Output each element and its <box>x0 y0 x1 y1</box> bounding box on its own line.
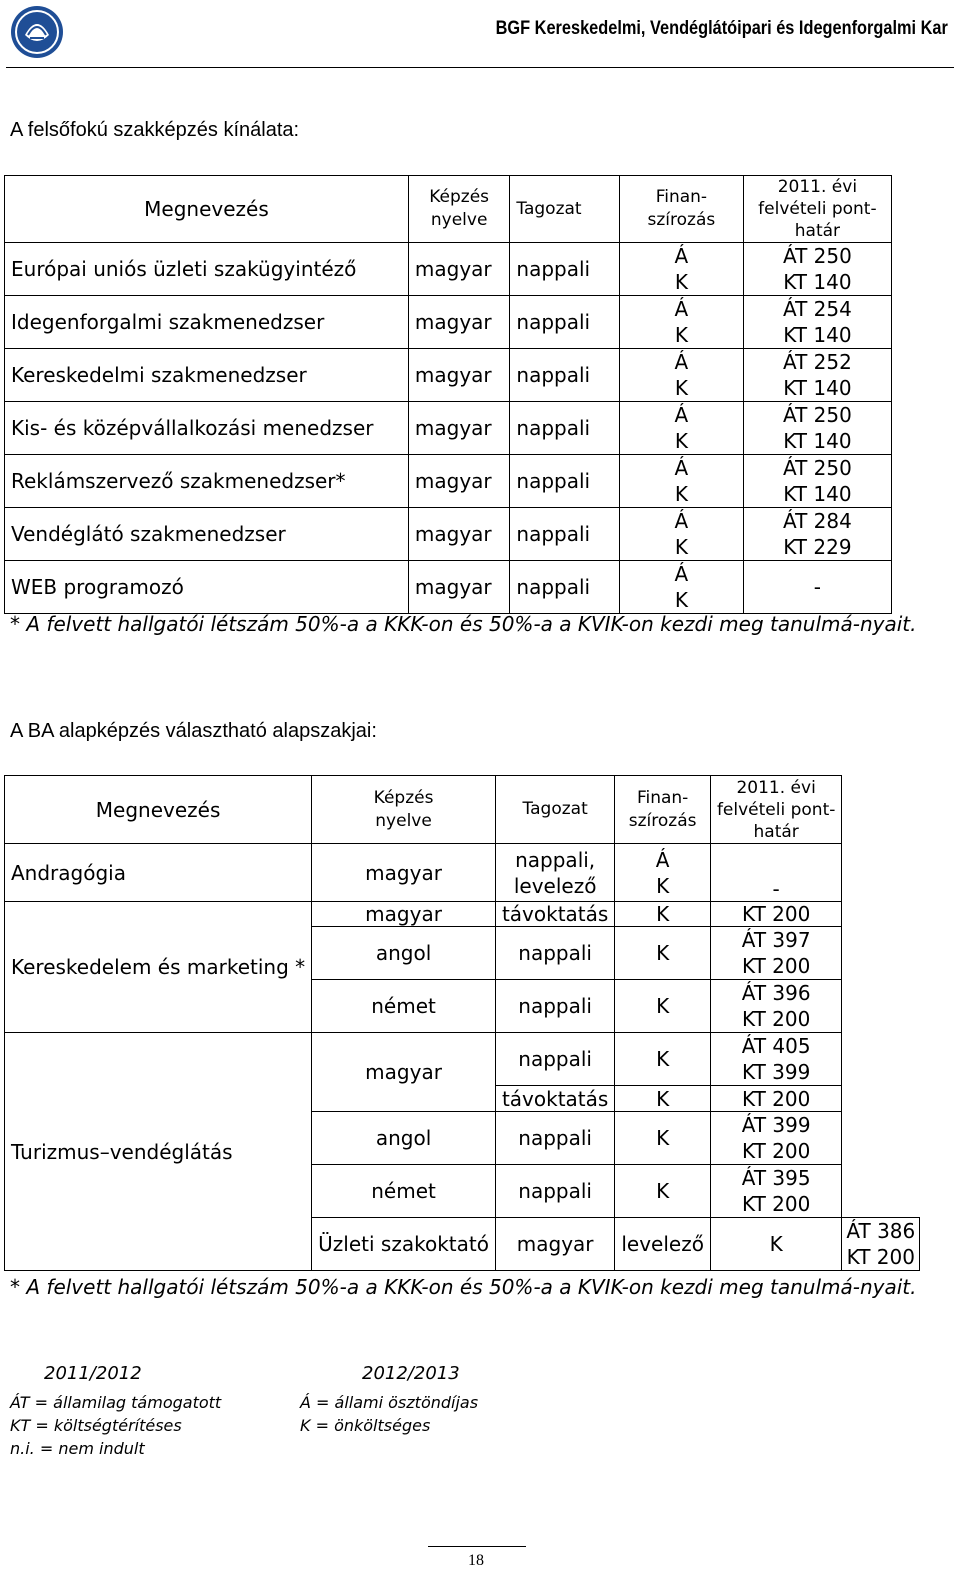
section2-footnote: * A felvett hallgatói létszám 50%-a a KKK-on és 50%-a a KVIK-on kezdi meg tanulmá-nyait. <box>10 1275 917 1299</box>
program-fin: Á K <box>619 508 743 561</box>
program-lang: magyar <box>408 402 509 455</box>
program-fin: K <box>615 902 711 927</box>
program-mode: nappali <box>510 349 620 402</box>
program-fin: K <box>615 927 711 980</box>
program-mode: nappali <box>495 1033 614 1086</box>
table-row <box>5 1033 920 1086</box>
program-mode: nappali <box>495 927 614 980</box>
page-number: 18 <box>468 1552 484 1569</box>
legend-column-1 <box>10 1391 221 1460</box>
program-fin: K <box>615 980 711 1033</box>
program-score: ÁT 254 KT 140 <box>743 296 891 349</box>
program-lang: magyar <box>408 349 509 402</box>
program-score: KT 200 <box>710 1086 841 1112</box>
header-mode: Tagozat <box>510 176 620 243</box>
program-score: ÁT 250 KT 140 <box>743 402 891 455</box>
legend-item: ÁT = államilag támogatott <box>10 1393 222 1412</box>
program-name: Európai uniós üzleti szakügyintéző <box>5 243 409 296</box>
table-row <box>5 844 920 902</box>
header-fin: Finan- szírozás <box>615 776 711 844</box>
header-score: 2011. évi felvételi pont- határ <box>710 776 841 844</box>
program-name: Kis- és középvállalkozási menedzser <box>5 402 409 455</box>
table-header-row <box>5 776 920 844</box>
program-fin: Á K <box>619 243 743 296</box>
program-mode: nappali <box>510 561 620 614</box>
table-header-row <box>5 176 892 243</box>
program-mode: távoktatás <box>495 902 614 927</box>
section1-footnote: * A felvett hallgatói létszám 50%-a a KKK-on és 50%-a a KVIK-on kezdi meg tanulmá-nyait. <box>10 612 917 636</box>
program-score: ÁT 284 KT 229 <box>743 508 891 561</box>
program-lang: magyar <box>495 1218 614 1271</box>
header-score: 2011. évi felvételi pont- határ <box>743 176 891 243</box>
program-lang: angol <box>312 1112 496 1165</box>
program-score: ÁT 252 KT 140 <box>743 349 891 402</box>
program-lang: angol <box>312 927 496 980</box>
program-score: ÁT 250 KT 140 <box>743 455 891 508</box>
program-score: ÁT 250 KT 140 <box>743 243 891 296</box>
program-mode: nappali, levelező <box>495 844 614 902</box>
program-name: Vendéglátó szakmenedzser <box>5 508 409 561</box>
table-row <box>5 561 892 614</box>
program-mode: nappali <box>510 243 620 296</box>
header-title: BGF Kereskedelmi, Vendéglátóipari és Idegenforgalmi Kar <box>495 18 948 39</box>
program-fin: K <box>615 1165 711 1218</box>
legend-item: KT = költségtérítéses <box>10 1416 182 1435</box>
header-name: Megnevezés <box>5 776 312 844</box>
program-fin: Á K <box>619 455 743 508</box>
program-mode: nappali <box>495 1112 614 1165</box>
table-row <box>5 296 892 349</box>
program-name: Idegenforgalmi szakmenedzser <box>5 296 409 349</box>
table-row <box>5 402 892 455</box>
program-name: WEB programozó <box>5 561 409 614</box>
program-fin: K <box>710 1218 841 1271</box>
table-row <box>5 902 920 927</box>
program-score: - <box>710 844 841 902</box>
program-mode: nappali <box>510 402 620 455</box>
program-mode: nappali <box>510 508 620 561</box>
vocational-programs-table <box>4 175 892 614</box>
program-lang: magyar <box>408 508 509 561</box>
legend-year-1: 2011/2012 <box>44 1363 142 1384</box>
program-score: ÁT 396 KT 200 <box>710 980 841 1033</box>
header-divider <box>6 67 954 68</box>
program-score: ÁT 399 KT 200 <box>710 1112 841 1165</box>
section1-title: A felsőfokú szakképzés kínálata: <box>10 119 300 141</box>
program-mode: nappali <box>495 980 614 1033</box>
program-score: - <box>743 561 891 614</box>
program-name: Reklámszervező szakmenedzser* <box>5 455 409 508</box>
program-fin: K <box>615 1033 711 1086</box>
program-mode: nappali <box>495 1165 614 1218</box>
header-name: Megnevezés <box>5 176 409 243</box>
program-score: KT 200 <box>710 902 841 927</box>
program-lang: magyar <box>408 455 509 508</box>
legend-item: n.i. = nem indult <box>10 1439 145 1458</box>
header-lang: Képzés nyelve <box>408 176 509 243</box>
header-lang: Képzés nyelve <box>312 776 496 844</box>
ba-programs-table <box>4 775 920 1271</box>
program-mode: nappali <box>510 296 620 349</box>
program-lang: magyar <box>408 243 509 296</box>
header-mode: Tagozat <box>495 776 614 844</box>
program-score: ÁT 395 KT 200 <box>710 1165 841 1218</box>
program-lang: magyar <box>408 561 509 614</box>
table-row <box>5 349 892 402</box>
program-fin: Á K <box>619 402 743 455</box>
program-score: ÁT 386 KT 200 <box>842 1218 920 1271</box>
program-name: Üzleti szakoktató <box>312 1218 496 1271</box>
program-score: ÁT 405 KT 399 <box>710 1033 841 1086</box>
program-lang: magyar <box>312 1033 496 1112</box>
footer-divider <box>428 1546 526 1547</box>
legend-item: Á = állami ösztöndíjas <box>300 1393 479 1412</box>
table-row <box>5 455 892 508</box>
program-fin: K <box>615 1086 711 1112</box>
table-row <box>5 243 892 296</box>
program-name: Andragógia <box>5 844 312 902</box>
header-fin: Finan- szírozás <box>619 176 743 243</box>
legend-item: K = önköltséges <box>300 1416 431 1435</box>
program-name: Kereskedelem és marketing * <box>5 902 312 1033</box>
table-row <box>5 508 892 561</box>
program-lang: német <box>312 1165 496 1218</box>
program-fin: Á K <box>619 561 743 614</box>
program-mode: levelező <box>615 1218 711 1271</box>
program-mode: nappali <box>510 455 620 508</box>
legend-column-2 <box>300 1391 478 1437</box>
university-crest-icon <box>10 5 64 59</box>
program-fin: Á K <box>619 349 743 402</box>
program-fin: Á K <box>619 296 743 349</box>
program-mode: távoktatás <box>495 1086 614 1112</box>
legend-year-2: 2012/2013 <box>362 1363 460 1384</box>
program-lang: magyar <box>312 844 496 902</box>
program-name: Turizmus–vendéglátás <box>5 1033 312 1271</box>
program-lang: magyar <box>312 902 496 927</box>
section2-title: A BA alapképzés választható alapszakjai: <box>10 720 377 742</box>
program-fin: K <box>615 1112 711 1165</box>
program-fin: Á K <box>615 844 711 902</box>
program-lang: magyar <box>408 296 509 349</box>
program-score: ÁT 397 KT 200 <box>710 927 841 980</box>
program-lang: német <box>312 980 496 1033</box>
program-name: Kereskedelmi szakmenedzser <box>5 349 409 402</box>
